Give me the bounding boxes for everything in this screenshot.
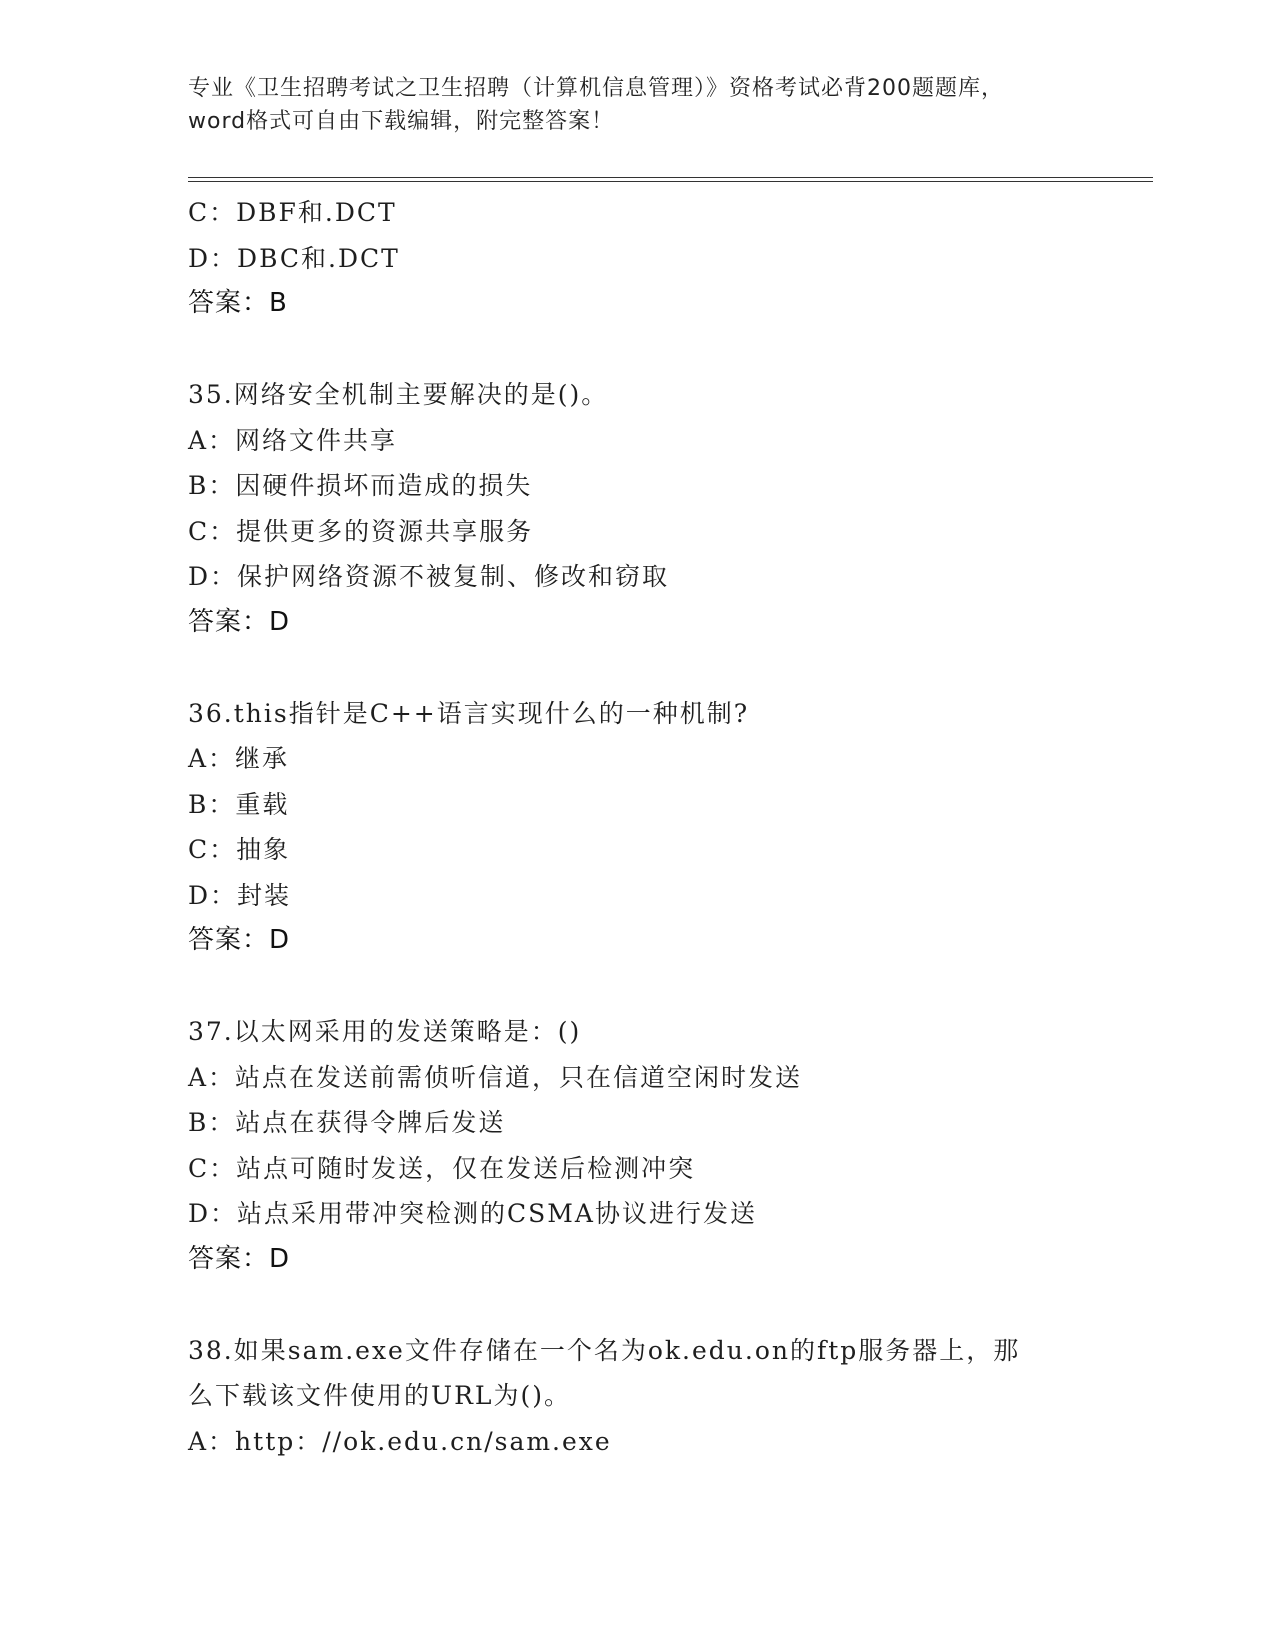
page-header — [188, 72, 1088, 138]
question-list — [188, 190, 1088, 1464]
spacer — [188, 1282, 1088, 1328]
header-divider — [188, 177, 1153, 182]
spacer — [188, 645, 1088, 691]
question-block — [188, 691, 1088, 964]
option-c: C：提供更多的资源共享服务 — [188, 516, 534, 546]
option-a: A：网络文件共享 — [188, 425, 398, 455]
option-d: D：站点采用带冲突检测的CSMA协议进行发送 — [188, 1199, 757, 1228]
option-c: C：抽象 — [188, 835, 291, 864]
question-block — [188, 1328, 1088, 1465]
option-a: A：继承 — [188, 744, 290, 773]
spacer — [188, 327, 1088, 373]
option-a: A：站点在发送前需侦听信道，只在信道空闲时发送 — [188, 1062, 803, 1092]
spacer — [188, 964, 1088, 1010]
answer-line: 答案：D — [188, 1243, 291, 1274]
question-block — [188, 190, 1088, 327]
question-block — [188, 372, 1088, 645]
option-b: B：站点在获得令牌后发送 — [188, 1108, 506, 1137]
option-c: C：站点可随时发送，仅在发送后检测冲突 — [188, 1153, 696, 1183]
question-stem: 37.以太网采用的发送策略是：() — [188, 1017, 582, 1046]
header-title-line-1: 专业《卫生招聘考试之卫生招聘（计算机信息管理）》资格考试必背200题题库， — [188, 76, 1004, 101]
question-stem: 36.this指针是C++语言实现什么的一种机制? — [188, 698, 750, 728]
answer-line: 答案：D — [188, 606, 291, 637]
option-b: B：因硬件损坏而造成的损失 — [188, 471, 533, 500]
header-title-line-2: word格式可自由下载编辑，附完整答案！ — [188, 109, 615, 134]
question-block — [188, 1009, 1088, 1282]
question-stem-continued: 么下载该文件使用的URL为()。 — [188, 1381, 572, 1410]
option-b: B：重载 — [188, 789, 290, 819]
answer-line: 答案：D — [188, 925, 291, 955]
answer-line: 答案：B — [188, 288, 288, 318]
option-c: C：DBF和.DCT — [188, 198, 397, 227]
option-d: D：保护网络资源不被复制、修改和窃取 — [188, 562, 670, 591]
question-stem: 35.网络安全机制主要解决的是()。 — [188, 380, 609, 409]
option-a: A：http：//ok.edu.cn/sam.exe — [188, 1426, 612, 1456]
option-d: D：DBC和.DCT — [188, 243, 400, 273]
option-d: D：封装 — [188, 880, 292, 910]
question-stem: 38.如果sam.exe文件存储在一个名为ok.edu.on的ftp服务器上，那 — [188, 1335, 1021, 1365]
